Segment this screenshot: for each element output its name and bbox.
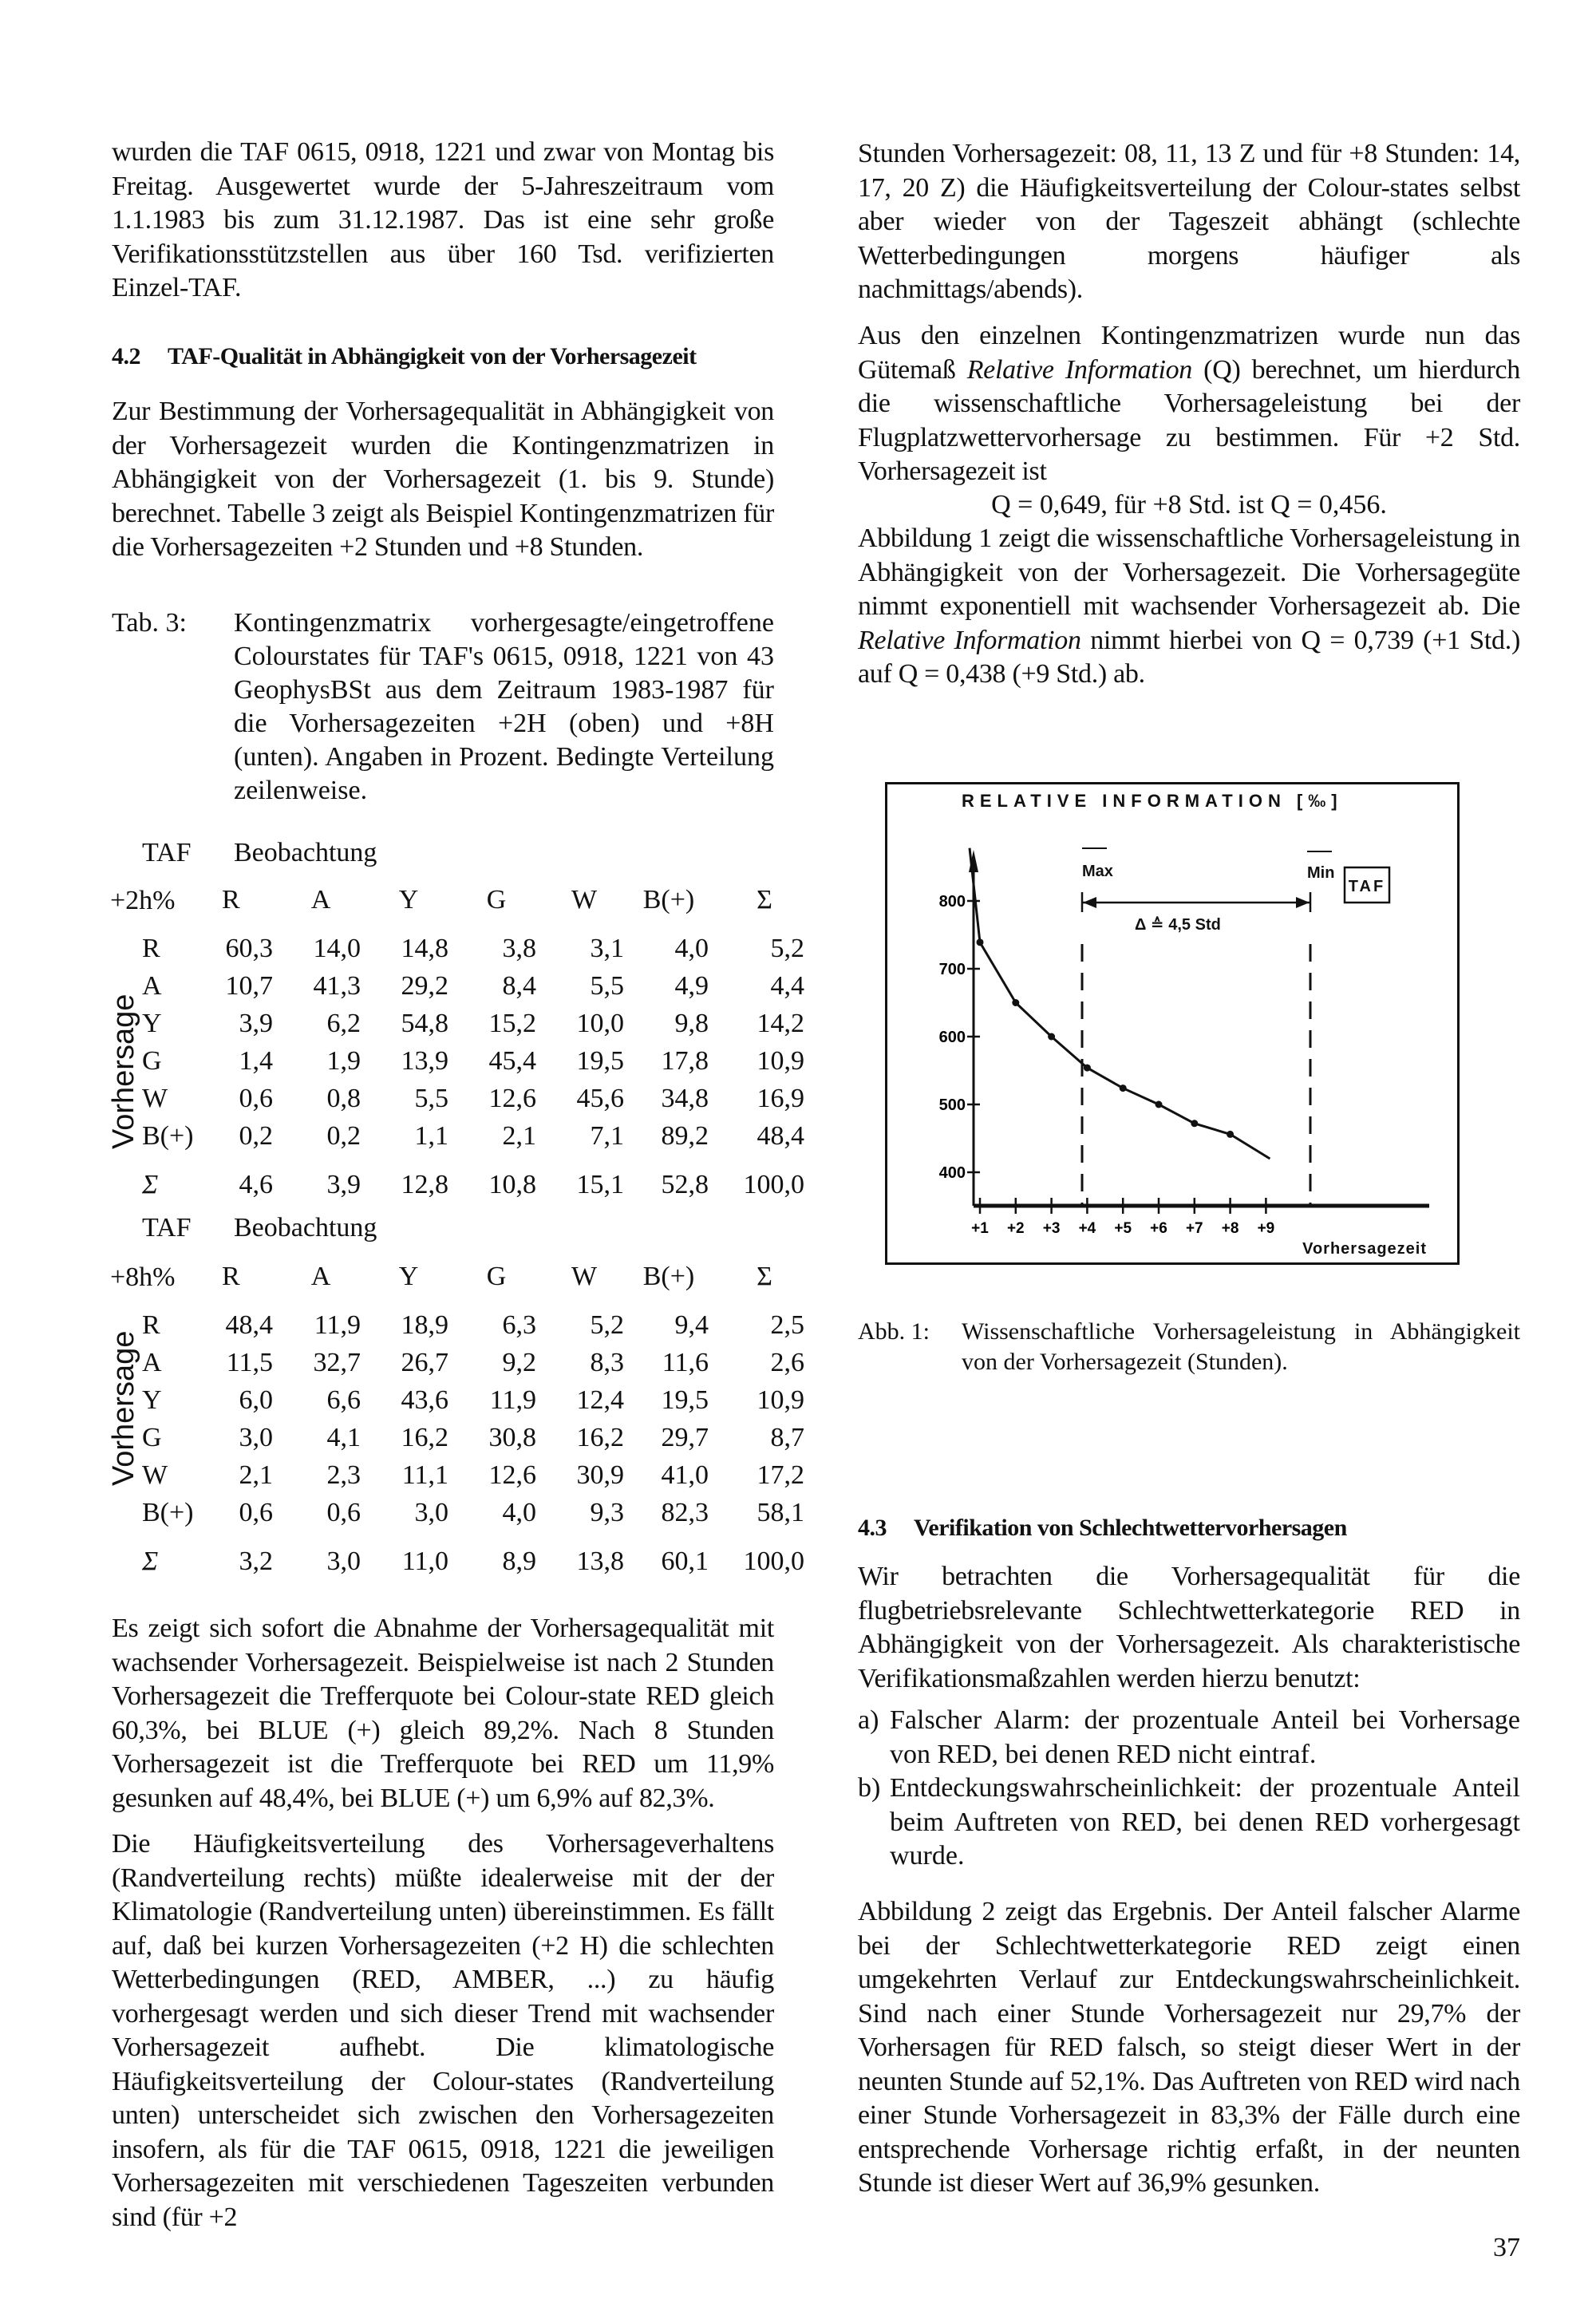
results-paragraph: Es zeigt sich sofort die Abnahme der Vorhersagequalität mit wachsender Vorhersagezeit. Beispielweise ist nach 2 Stunden Vorhersagezeit die Trefferquote bei Colour-state RED gleich 60,3%, bei BLUE (+) gleich 89,2%. Nach 8 Stunden Vorhersagezeit ist die Trefferquote bei RED um 11,9% gesunken auf 48,4%, bei BLUE (+) um 6,9% auf 82,3%.: [112, 1614, 774, 1813]
arrow-right-icon: [1296, 897, 1310, 908]
col-header: G: [486, 884, 507, 915]
table-row: A 10,7 41,3 29,2 8,4 5,5 4,9 4,4: [142, 970, 804, 1001]
table-sum-row: Σ 3,2 3,0 11,0 8,9 13,8 60,1 100,0: [142, 1546, 804, 1576]
table-grid: [142, 1258, 804, 1580]
distribution-paragraph: Die Häufigkeitsverteilung des Vorhersageverhaltens (Randverteilung rechts) müßte idealerweise mit der der Klimatologie (Randverteilung unten) übereinstimmen. Es fällt auf, daß bei kurzen Vorhersagezeiten (+2 H) die schlechten Wetterbedingungen (RED, AMBER, ...) zu häufig vorhergesagt werden und sich dieser Trend mit wachsender Vorhersagezeit aufhebt. Die klimatologische Häufigkeitsverteilung der Colour-states (Randverteilung unten) unterscheidet sich zwischen den Vorhersagezeiten insofern, als für die TAF 0615, 0918, 1221 die jeweiligen Vorhersagezeiten mit verschiedenen Tageszeiten verbunden sind (für +2: [112, 1829, 774, 2232]
figure-caption: [858, 1317, 1520, 1377]
svg-text:+5: +5: [1114, 1220, 1132, 1237]
table-corner: +8h%: [110, 1262, 176, 1292]
table-group-header: Beobachtung: [234, 1213, 377, 1242]
svg-text:400: 400: [938, 1164, 966, 1182]
delta-label: Δ ≙ 4,5 Std: [1135, 916, 1221, 934]
formula: Q = 0,649, für +8 Std. ist Q = 0,456.: [991, 490, 1387, 519]
table-side-label: Vorhersage: [107, 1330, 140, 1486]
table-corner-top: TAF: [142, 838, 192, 867]
x-axis-label: Vorhersagezeit: [1302, 1240, 1427, 1258]
table-side-label: Vorhersage: [107, 994, 140, 1149]
svg-text:700: 700: [938, 961, 966, 978]
table-caption: [112, 606, 774, 808]
section-4-3-paragraph: Wir betrachten die Vorhersagequalität für die flugbetriebsrelevante Schlechtwetterkategorie RED in Abhängigkeit von der Vorhersagezeit. Als charakteristische Verifikationsmaßzahlen werden hierzu benutzt:: [858, 1562, 1520, 1693]
table-row: G 1,4 1,9 13,9 45,4 19,5 17,8 10,9: [142, 1045, 804, 1076]
table-row: R 48,4 11,9 18,9 6,3 5,2 9,4 2,5: [142, 1310, 804, 1340]
table-row: A 11,5 32,7 26,7 9,2 8,3 11,6 2,6: [142, 1347, 804, 1377]
table-row: Y 3,9 6,2 54,8 15,2 10,0 9,8 14,2: [142, 1008, 804, 1038]
list-marker: b): [858, 1773, 881, 1803]
intro-paragraph: wurden die TAF 0615, 0918, 1221 und zwar von Montag bis Freitag. Ausgewertet wurde der 5-Jahreszeitraum vom 1.1.1983 bis zum 31.12.1987. Das ist eine sehr große Verifikationsstützstellen aus über 160 Tsd. verifizierten Einzel-TAF.: [112, 137, 774, 302]
svg-text:+4: +4: [1078, 1220, 1096, 1237]
table-row: B(+) 0,2 0,2 1,1 2,1 7,1 89,2 48,4: [142, 1120, 804, 1151]
max-label: Max: [1082, 863, 1113, 880]
fig-text-2: nimmt hierbei von Q = 0,739 (+1 Std.) auf Q = 0,438 (+9 Std.) ab.: [858, 625, 1520, 689]
table-corner: +2h%: [110, 886, 176, 915]
fig-text-italic: Relative Information: [858, 625, 1081, 655]
definition-list: [858, 1704, 1520, 1874]
svg-text:500: 500: [938, 1096, 966, 1114]
table-row: Y 6,0 6,6 43,6 11,9 12,4 19,5 10,9: [142, 1385, 804, 1415]
fig-text-1: Abbildung 1 zeigt die wissenschaftliche Vorhersageleistung in Abhängigkeit von der Vorhersagezeit. Die Vorhersagegüte nimmt exponentiell mit wachsender Vorhersagezeit ab. Die: [858, 523, 1520, 621]
q-paragraph: [858, 319, 1520, 489]
table-caption-label: Tab. 3:: [112, 608, 187, 638]
q-text-2: (Q) berechnet, um hierdurch die wissenschaftliche Vorhersageleistung bei der Flugplatzwettervorhersage zu bestimmen. Für +2 Std. Vorhersagezeit ist: [858, 354, 1521, 486]
chart-title: RELATIVE INFORMATION [‰]: [962, 791, 1343, 811]
section-4-3-heading: [858, 1515, 1347, 1542]
table-group-header: Beobachtung: [234, 838, 377, 867]
min-label: Min: [1307, 864, 1335, 882]
table-caption-text: Kontingenzmatrix vorhergesagte/eingetroffene Colourstates für TAF's 0615, 0918, 1221 von 43 GeophysBSt aus dem Zeitraum 1983-1987 für die Vorhersagezeiten +2H (oben) und +8H (unten). Angaben in Prozent. Bedingte Verteilung zeilenweise.: [234, 608, 774, 805]
taf-legend-label: TAF: [1348, 878, 1386, 895]
x-ticks: [971, 1198, 1274, 1237]
relative-information-chart: [885, 782, 1460, 1265]
table-grid: [142, 881, 804, 1203]
chart-svg: [887, 784, 1462, 1267]
svg-text:+9: +9: [1257, 1220, 1275, 1237]
col-header: Σ: [757, 884, 772, 915]
table-sum-row: Σ 4,6 3,9 12,8 10,8 15,1 52,8 100,0: [142, 1169, 804, 1199]
table-row: R 60,3 14,0 14,8 3,8 3,1 4,0 5,2: [142, 933, 804, 963]
q-text-1: Aus den einzelnen Kontingenzmatrizen wurde nun das Gütemaß: [858, 321, 1520, 385]
table-row: W 2,1 2,3 11,1 12,6 30,9 41,0 17,2: [142, 1460, 804, 1490]
svg-text:+8: +8: [1221, 1220, 1239, 1237]
list-item: [858, 1704, 1520, 1772]
result-paragraph: Abbildung 2 zeigt das Ergebnis. Der Anteil falscher Alarme bei der Schlechtwetterkategorie RED zeigt einen umgekehrten Verlauf zur Entdeckungswahrscheinlichkeit. Sind nach einer Stunde Vorhersagezeit nur 29,7% der Vorhersagen für RED falsch, so steigt dieser Wert in der neunten Stunde auf 52,1%. Das Auftreten von RED wird nach einer Stunde Vorhersagezeit in 83,3% der Fälle durch eine entsprechende Vorhersage richtig erfaßt, in der neunten Stunde ist dieser Wert auf 36,9% gesunken.: [858, 1897, 1520, 2198]
svg-text:+6: +6: [1150, 1220, 1167, 1237]
svg-text:+3: +3: [1042, 1220, 1061, 1237]
data-points: [977, 938, 1235, 1138]
col-header: R: [222, 884, 240, 915]
col-header: G: [486, 1261, 507, 1291]
figure-caption-text: Wissenschaftliche Vorhersageleistung in Abhängigkeit von der Vorhersagezeit (Stunden).: [962, 1318, 1520, 1375]
col-header: W: [571, 1261, 598, 1291]
table-row: G 3,0 4,1 16,2 30,8 16,2 29,7 8,7: [142, 1422, 804, 1452]
col-header: Y: [398, 884, 419, 915]
table-row: W 0,6 0,8 5,5 12,6 45,6 34,8 16,9: [142, 1083, 804, 1113]
col-header: Σ: [757, 1261, 772, 1291]
section-4-2-paragraph: Zur Bestimmung der Vorhersagequalität in Abhängigkeit von der Vorhersagezeit wurden die Kontingenzmatrizen in Abhängigkeit von der Vorhersagezeit (1. bis 9. Stunde) berechnet. Tabelle 3 zeigt als Beispiel Kontingenzmatrizen für die Vorhersagezeiten +2 Stunden und +8 Stunden.: [112, 397, 774, 562]
q-text-italic: Relative Information: [966, 354, 1192, 385]
svg-text:800: 800: [938, 893, 966, 911]
list-text: Entdeckungswahrscheinlichkeit: der prozentuale Anteil beim Auftreten von RED, bei denen RED vorhergesagt wurde.: [890, 1773, 1520, 1871]
table-corner-top: TAF: [142, 1213, 192, 1242]
svg-text:600: 600: [938, 1029, 966, 1046]
figure-caption-label: Abb. 1:: [858, 1318, 930, 1345]
section-4-2-heading: [112, 343, 697, 370]
table-row: B(+) 0,6 0,6 3,0 4,0 9,3 82,3 58,1: [142, 1497, 804, 1527]
table-header-row: [142, 881, 804, 918]
section-title: TAF-Qualität in Abhängigkeit von der Vorhersagezeit: [168, 343, 697, 369]
col-header: Y: [398, 1261, 419, 1291]
section-number: 4.3: [858, 1515, 887, 1541]
list-text: Falscher Alarm: der prozentuale Anteil bei Vorhersage von RED, bei denen RED nicht eintraf.: [890, 1705, 1520, 1769]
arrow-left-icon: [1083, 897, 1096, 908]
col-header: A: [310, 1261, 331, 1291]
col-header: A: [310, 884, 331, 915]
page-number: 37: [1493, 2233, 1520, 2262]
col-header: R: [222, 1261, 240, 1291]
figure-paragraph: [858, 522, 1520, 692]
svg-text:+2: +2: [1006, 1220, 1025, 1237]
section-number: 4.2: [112, 343, 140, 369]
col-header: W: [571, 884, 598, 915]
svg-text:+7: +7: [1185, 1220, 1203, 1237]
svg-text:+1: +1: [971, 1220, 989, 1237]
table-header-row: [142, 1258, 804, 1295]
list-item: [858, 1772, 1520, 1874]
section-title: Verifikation von Schlechtwettervorhersagen: [914, 1515, 1347, 1541]
continued-paragraph: Stunden Vorhersagezeit: 08, 11, 13 Z und für +8 Stunden: 14, 17, 20 Z) die Häufigkeitsverteilung der Colour-states selbst aber wieder von der Tageszeit abhängt (schlechte Wetterbedingungen morgens häufiger als nachmittags/abends).: [858, 139, 1520, 304]
col-header: B(+): [642, 1261, 695, 1291]
col-header: B(+): [642, 884, 695, 915]
list-marker: a): [858, 1705, 879, 1735]
